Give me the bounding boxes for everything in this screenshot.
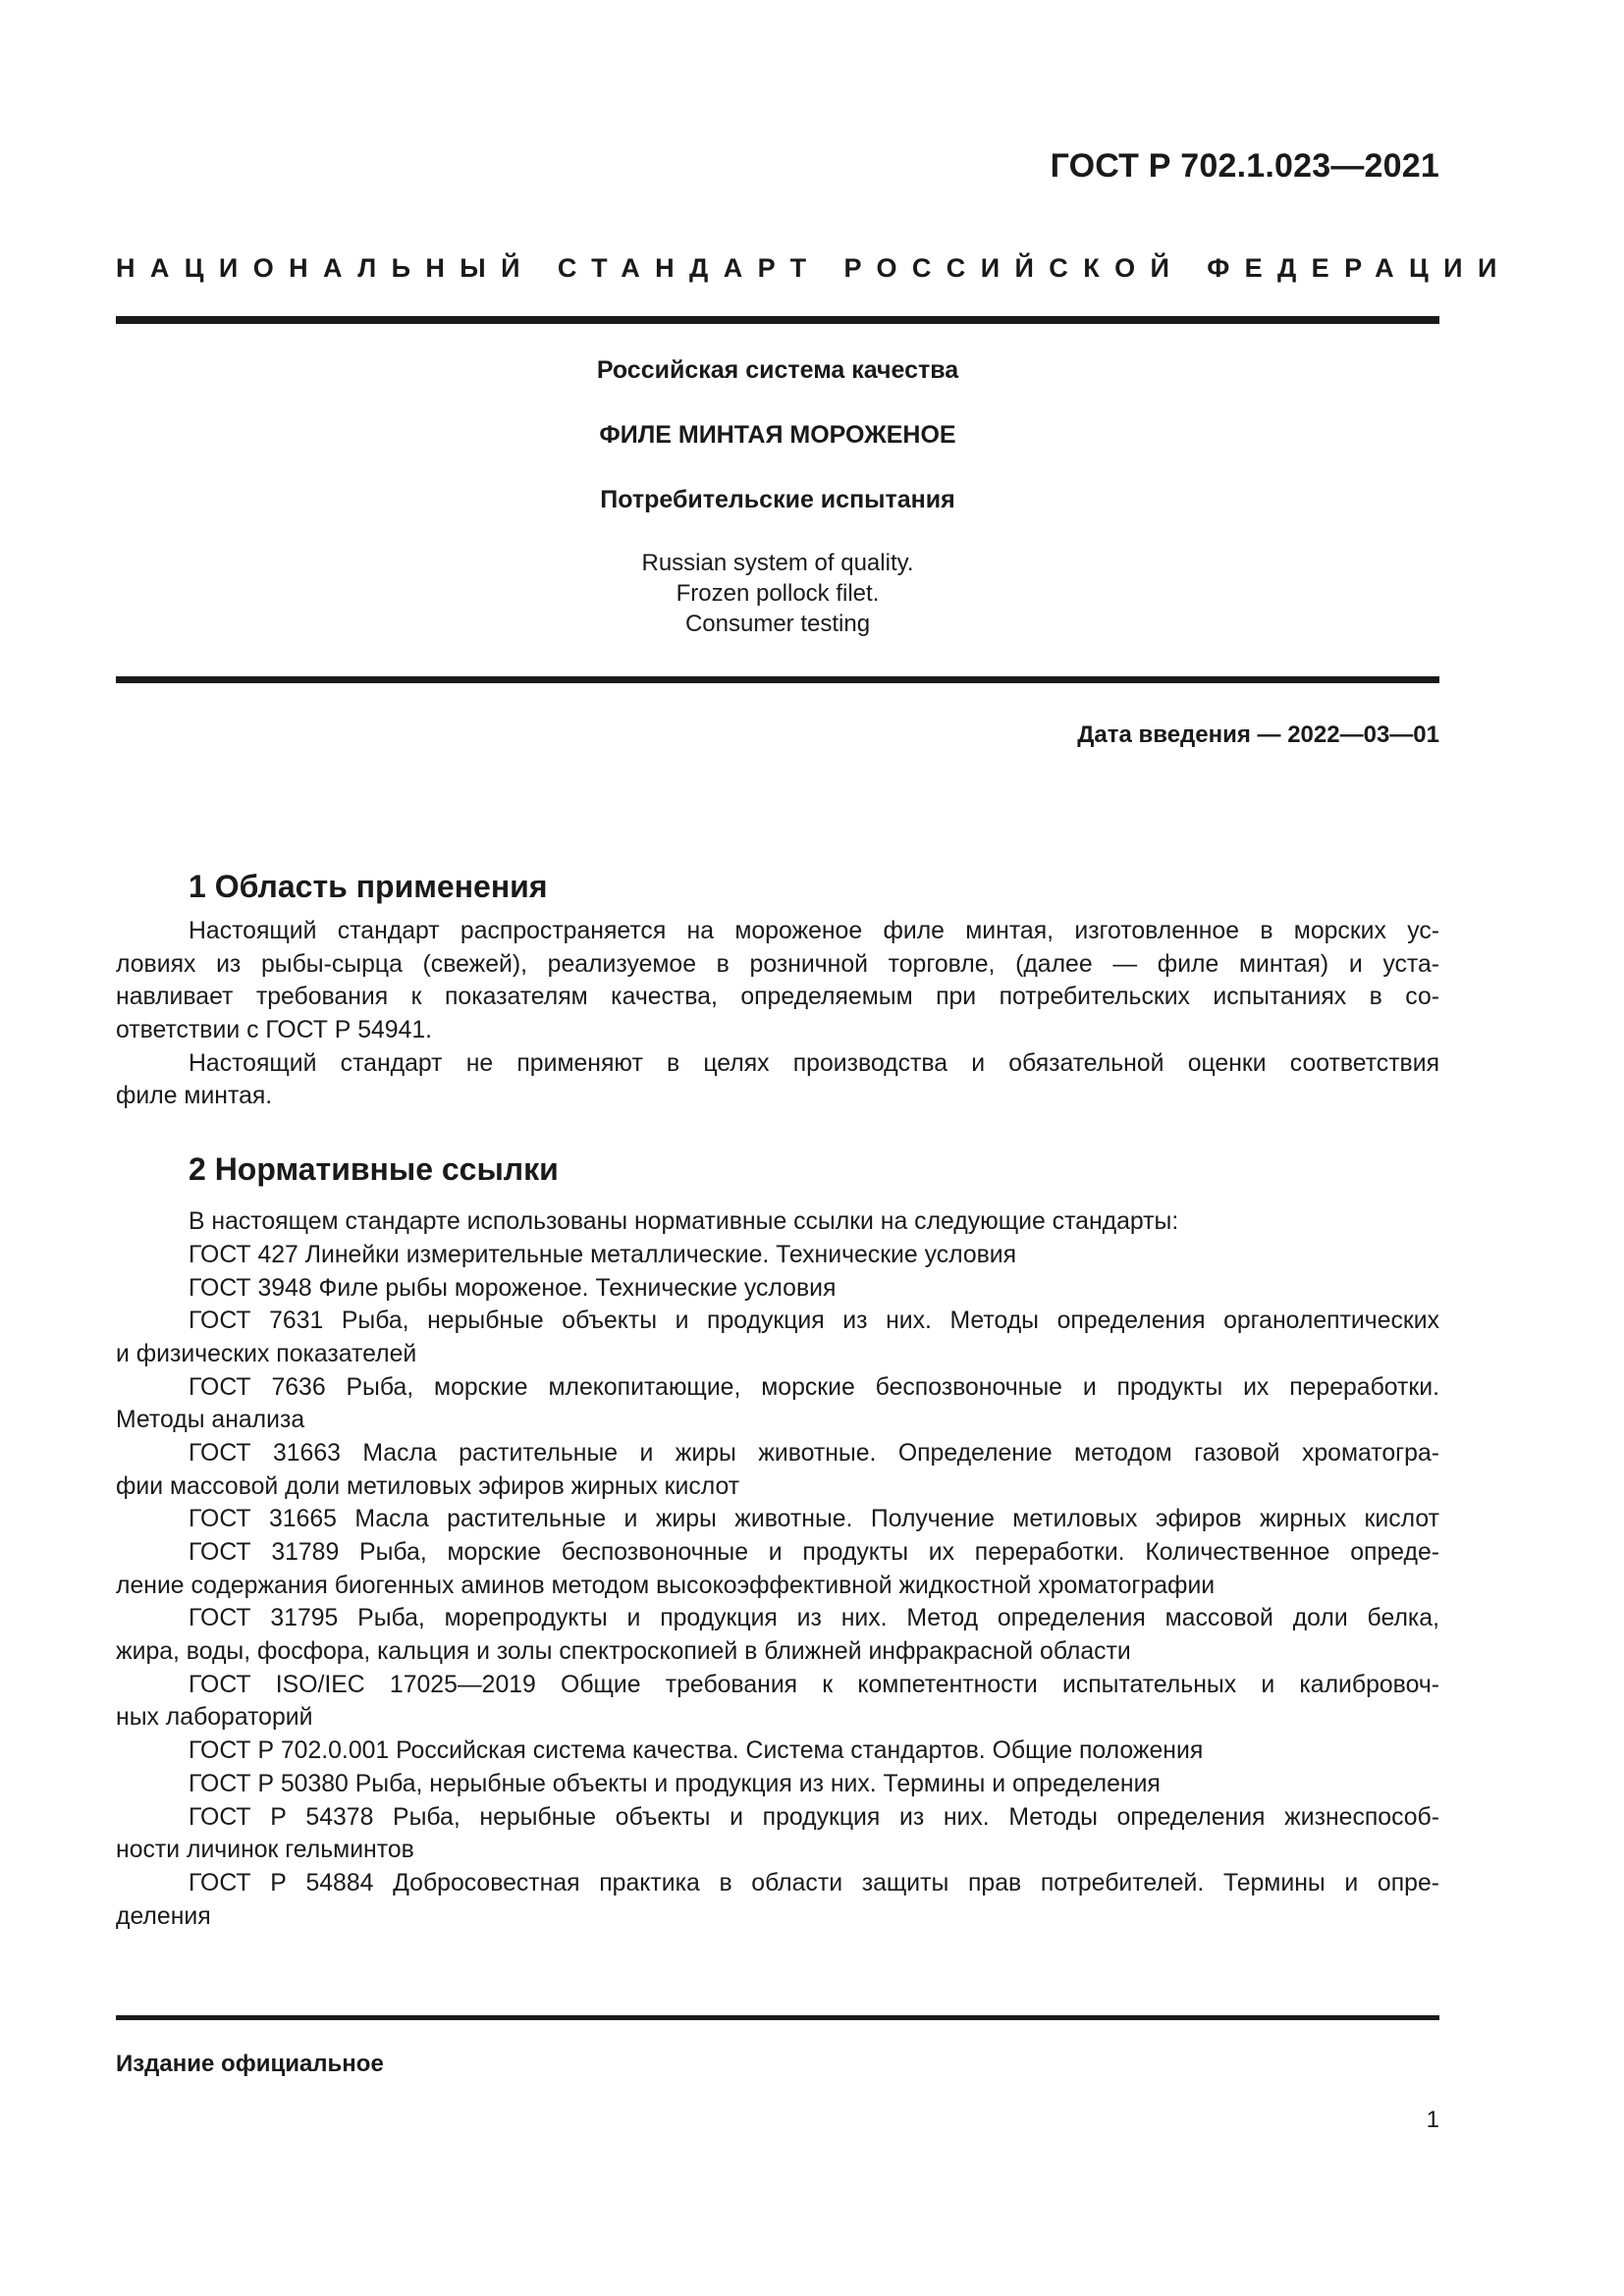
reference-line: ГОСТ Р 54884 Добросовестная практика в области защиты прав потребителей. Термины и опре- xyxy=(189,1869,1439,1896)
reference-line: ГОСТ ISO/IEC 17025—2019 Общие требования к компетентности испытательных и калибровоч- xyxy=(189,1671,1439,1698)
paragraph-line: навливает требования к показателям качества, определяемым при потребительских испытаниях в со- xyxy=(116,984,1439,1011)
reference-line: ГОСТ 31665 Масла растительные и жиры животные. Получение метиловых эфиров жирных кислот xyxy=(189,1506,1439,1533)
footer-rule xyxy=(116,2015,1439,2020)
english-title-line: Russian system of quality. xyxy=(641,550,914,576)
reference-line: ГОСТ Р 50380 Рыба, нерыбные объекты и продукция из них. Термины и определения xyxy=(189,1770,1161,1797)
date-of-introduction: Дата введения — 2022—03—01 xyxy=(1077,721,1439,748)
english-title xyxy=(116,548,1439,639)
reference-line: и физических показателей xyxy=(116,1340,417,1367)
reference-line: ГОСТ 427 Линейки измерительные металлические. Технические условия xyxy=(189,1241,1017,1268)
paragraph-line: ловиях из рыбы-сырца (свежей), реализуемое в розничной торговле, (далее — филе минтая) и уста- xyxy=(116,950,1439,978)
official-edition-label: Издание официальное xyxy=(116,2051,384,2077)
quality-system-title: Российская система качества xyxy=(596,356,959,384)
reference-line: ление содержания биогенных аминов методом высокоэффективной жидкостной хроматографии xyxy=(116,1572,1216,1599)
reference-line: ГОСТ 31789 Рыба, морские беспозвоночные и продукты их переработки. Количественное опреде- xyxy=(189,1539,1439,1566)
reference-line: ГОСТ 7636 Рыба, морские млекопитающие, морские беспозвоночные и продукты их переработки. xyxy=(189,1373,1439,1401)
reference-line: ГОСТ 31663 Масла растительные и жиры животные. Определение методом газовой хроматогра- xyxy=(189,1439,1439,1467)
reference-line: фии массовой доли метиловых эфиров жирных кислот xyxy=(116,1472,740,1500)
reference-line: ГОСТ Р 54378 Рыба, нерыбные объекты и продукция из них. Методы определения жизнеспособ- xyxy=(189,1803,1439,1831)
document-subtitle: Потребительские испытания xyxy=(600,486,955,513)
reference-line: ГОСТ Р 702.0.001 Российская система качества. Система стандартов. Общие положения xyxy=(189,1737,1204,1765)
reference-line: деления xyxy=(116,1902,211,1930)
paragraph-line: филе минтая. xyxy=(116,1083,273,1110)
reference-line: ных лабораторий xyxy=(116,1704,313,1732)
top-rule xyxy=(116,316,1439,324)
section-heading: 1 Область применения xyxy=(189,869,548,904)
reference-line: ГОСТ 31795 Рыба, морепродукты и продукция из них. Метод определения массовой доли белка, xyxy=(189,1605,1439,1632)
paragraph-line: Настоящий стандарт не применяют в целях производства и обязательной оценки соответствия xyxy=(189,1049,1439,1077)
national-standard-banner: НАЦИОНАЛЬНЫЙ СТАНДАРТ РОССИЙСКОЙ ФЕДЕРАЦИИ xyxy=(116,253,1512,283)
section-scope xyxy=(116,864,1439,1113)
paragraph-line: В настоящем стандарте использованы нормативные ссылки на следующие стандарты: xyxy=(189,1208,1179,1236)
english-title-line: Frozen pollock filet. xyxy=(676,580,880,607)
reference-line: ГОСТ 3948 Филе рыбы мороженое. Технические условия xyxy=(189,1274,837,1302)
document-body xyxy=(116,864,1439,1952)
english-title-line: Consumer testing xyxy=(684,611,871,637)
document-title: ФИЛЕ МИНТАЯ МОРОЖЕНОЕ xyxy=(599,421,956,449)
paragraph-line: ответствии с ГОСТ Р 54941. xyxy=(116,1017,433,1044)
paragraph-line: Настоящий стандарт распространяется на мороженое филе минтая, изготовленное в морских ус- xyxy=(189,918,1439,944)
section-heading: 2 Нормативные ссылки xyxy=(189,1151,559,1188)
reference-line: Методы анализа xyxy=(116,1407,305,1434)
page-number: 1 xyxy=(1426,2107,1439,2133)
reference-line: ности личинок гельминтов xyxy=(116,1837,414,1864)
title-rule xyxy=(116,676,1439,683)
reference-line: жира, воды, фосфора, кальция и золы спектроскопией в ближней инфракрасной области xyxy=(116,1638,1131,1666)
section-normative-references xyxy=(116,1147,1439,1933)
reference-line: ГОСТ 7631 Рыба, нерыбные объекты и продукция из них. Методы определения органолептических xyxy=(189,1308,1439,1335)
standard-designation: ГОСТ Р 702.1.023—2021 xyxy=(1050,147,1439,185)
